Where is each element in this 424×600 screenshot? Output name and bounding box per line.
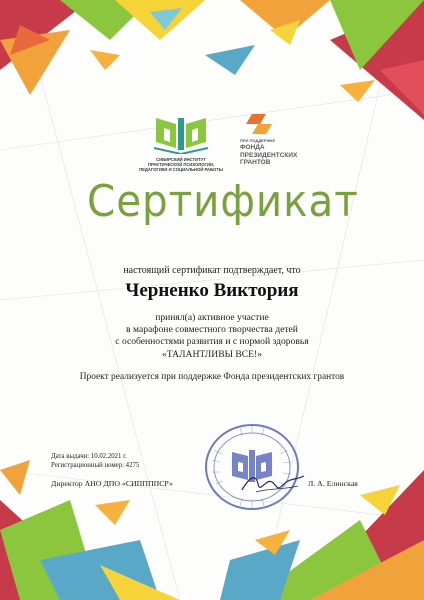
director-name: Л. А. Елинская [308,479,358,488]
fund-logo-icon [246,112,272,136]
fund-caption [240,144,304,167]
fund-caption-small: ПРИ ПОДДЕРЖКЕ [240,138,276,143]
issue-date: Дата выдачи: 10.02.2021 г. [51,453,127,460]
project-note: Проект реализуется при поддержке Фонда президентских грантов [79,372,345,382]
institute-logo-icon [152,112,210,154]
certificate-title: Сертификат [87,176,359,227]
participation-text [40,312,384,361]
director-title: Директор АНО ДПО «СИППППСР» [51,479,173,488]
confirm-text: настоящий сертификат подтверждает, что [123,265,301,276]
participation-line: с особенностями развития и с нормой здоровья [115,336,309,348]
marathon-name: «ТАЛАНТЛИВЫ ВСЕ!» [161,348,263,360]
registration-number: Регистрационный номер: 4275 [51,462,140,469]
fund-line-1: ФОНДА [240,144,265,151]
participation-line: принял(а) активное участие [155,312,269,323]
recipient-name: Черненко Виктория [125,280,299,301]
fund-line-2: ПРЕЗИДЕНТСКИХ [240,151,298,159]
institute-caption: СИБИРСКИЙ ИНСТИТУТ ПРАКТИЧЕСКОЙ ПСИХОЛОГИИ, ПЕДАГОГИКИ И СОЦИАЛЬНОЙ РАБОТЫ [139,157,223,172]
issue-info [51,452,231,470]
fund-line-3: ГРАНТОВ [240,159,271,166]
participation-line: в марафоне совместного творчества детей [126,324,298,336]
